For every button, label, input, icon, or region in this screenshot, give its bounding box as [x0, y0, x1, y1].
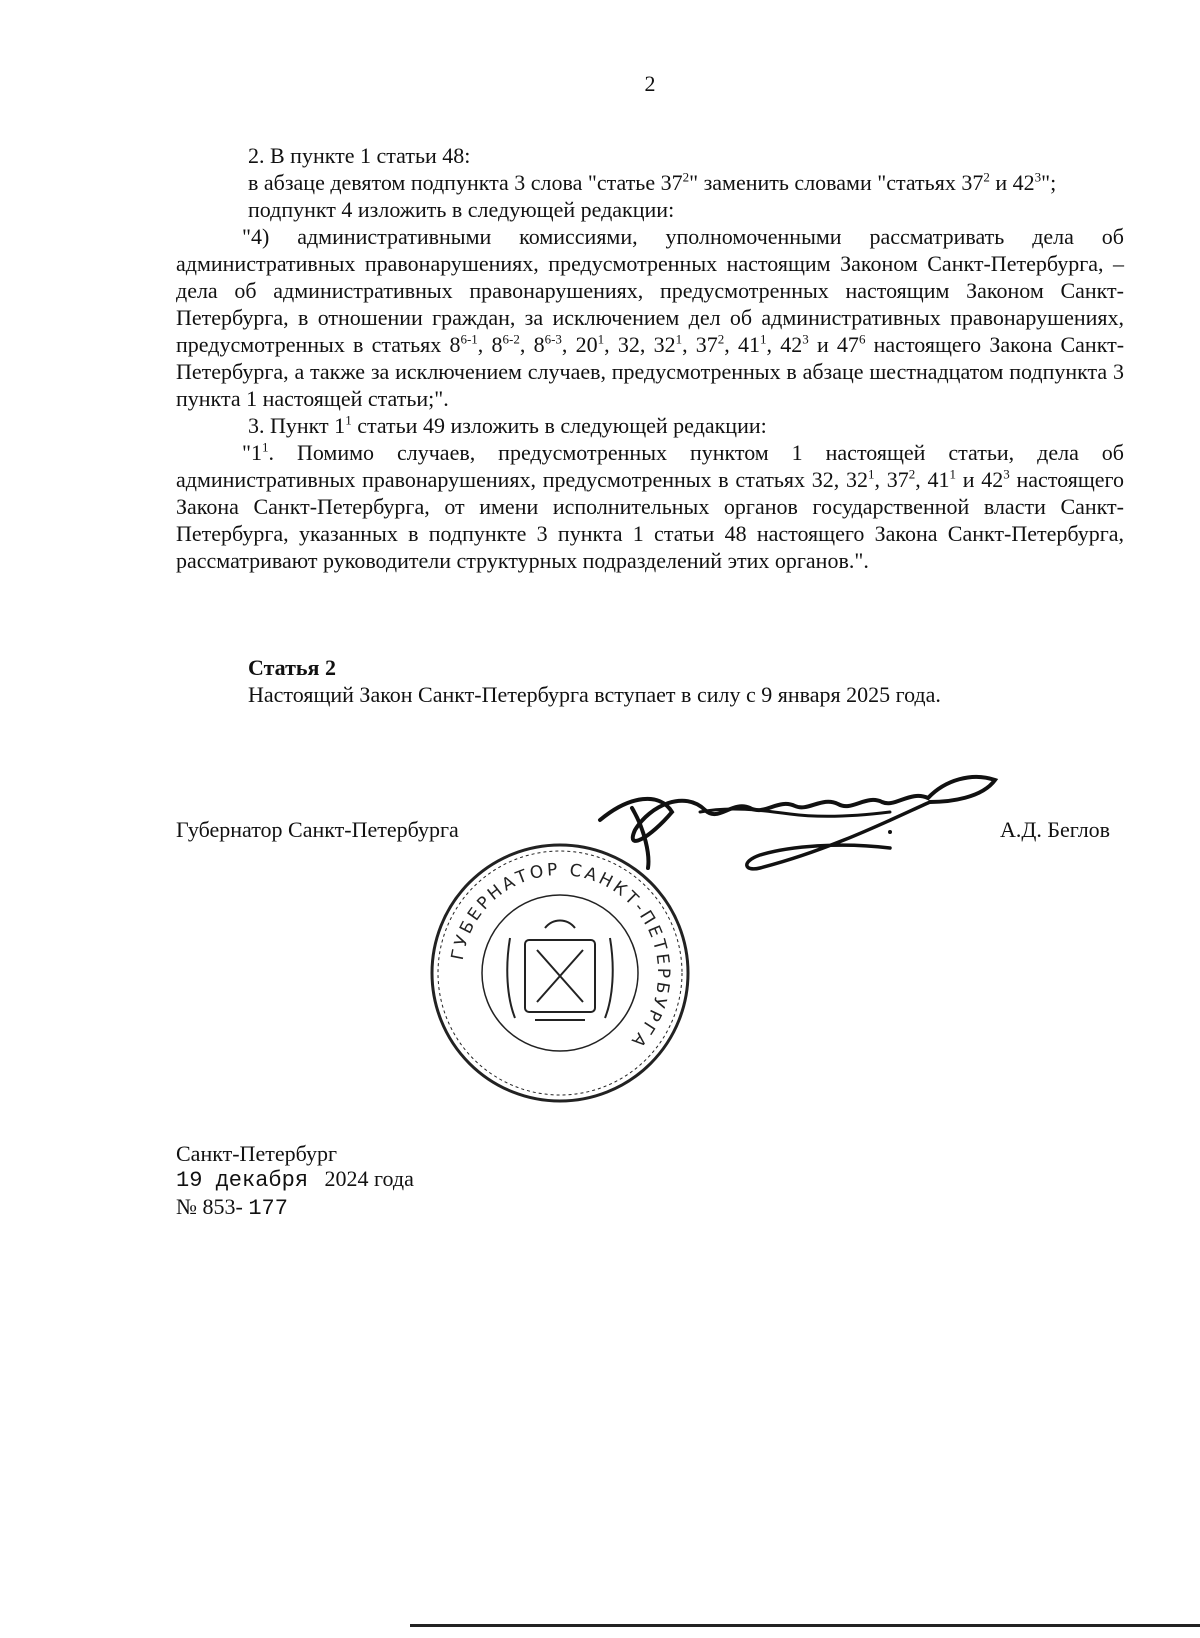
governor-name: А.Д. Беглов	[1000, 817, 1111, 842]
clause-2-quoted-subpoint-4: "4) административными комиссиями, уполномоченными рассматривать дела об административных правонарушениях, предусмотренных настоящим Законом Санкт-Петербурга, – дела об административных правонарушениях, предусмотренных настоящим Законом Санкт-Петербурга, в отношении граждан, за исключением дел об административных правонарушениях, предусмотренных в статьях 8$^{6-1}$, 8$^{6-2}$, 8$^{6-3}$, $20^1$, 32, $32^1$, $37^2$, $41^1$, $42^3$ и $47^6$ настоящего Закона Санкт-Петербурга, а также за исключением случаев, предусмотренных в абзаце шестнадцатом подпункта 3 пункта 1 настоящей статьи;".	[176, 224, 1125, 411]
signing-date	[176, 1165, 414, 1194]
clause-2-paragraph-1: в абзаце девятом подпункта 3 слова "статье $37^2$" заменить словами "статьях $37^2$ и $42^3$";	[248, 169, 1057, 195]
clause-3-quoted-point: "$1^1$. Помимо случаев, предусмотренных пунктом 1 настоящей статьи, дела об административных правонарушениях, предусмотренных в статьях 32, $32^1$, $37^2$, $41^1$ и $42^3$ настоящего Закона Санкт-Петербурга, от имени исполнительных органов государственной власти Санкт-Петербурга, указанных в подпункте 3 пункта 1 статьи 48 настоящего Закона Санкт-Петербурга, рассматривают руководители структурных подразделений этих органов.".	[176, 439, 1125, 573]
page-number: 2	[644, 71, 656, 96]
svg-text:ГУБЕРНАТОР САНКТ-ПЕТЕРБУРГА: ГУБЕРНАТОР САНКТ-ПЕТЕРБУРГА	[447, 859, 674, 1053]
document-body	[176, 142, 1124, 574]
article-2-heading: Статья 2	[248, 655, 336, 680]
signing-place: Санкт-Петербург	[176, 1141, 337, 1166]
clause-2-paragraph-2: подпункт 4 изложить в следующей редакции:	[248, 197, 675, 222]
article-2-text: Настоящий Закон Санкт-Петербурга вступает в силу с 9 января 2025 года.	[248, 682, 941, 707]
date-year: 2024 года	[324, 1166, 414, 1191]
governor-title: Губернатор Санкт-Петербурга	[176, 817, 459, 842]
governor-seal	[425, 838, 695, 1108]
clause-3-heading: 3. Пункт $1^1$ статьи 49 изложить в следующей редакции:	[248, 412, 767, 438]
date-day: 19 декабря	[176, 1168, 309, 1193]
law-number: № 853- 177	[176, 1194, 288, 1221]
page-bottom-rule	[410, 1624, 1200, 1627]
clause-2-heading: 2. В пункте 1 статьи 48:	[248, 143, 471, 168]
